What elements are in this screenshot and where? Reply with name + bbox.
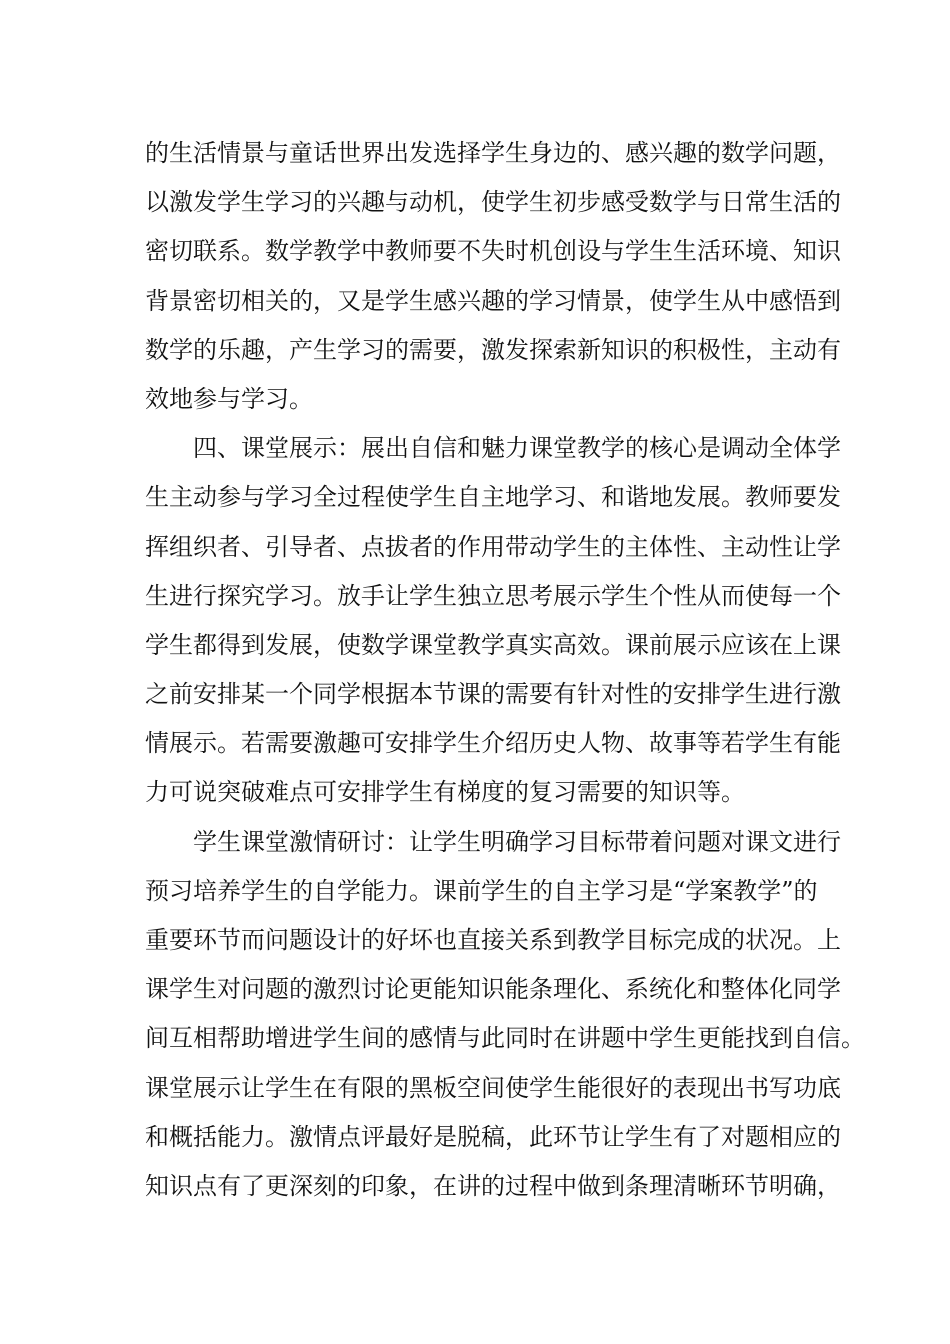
text-line: 知识点有了更深刻的印象，在讲的过程中做到条理清晰环节明确， — [145, 1171, 841, 1200]
text-line: 生进行探究学习。放手让学生独立思考展示学生个性从而使每一个 — [145, 581, 841, 610]
text-line: 背景密切相关的，又是学生感兴趣的学习情景，使学生从中感悟到 — [145, 286, 841, 315]
text-line: 挥组织者、引导者、点拔者的作用带动学生的主体性、主动性让学 — [145, 532, 841, 561]
text-line: 重要环节而问题设计的好坏也直接关系到教学目标完成的状况。上 — [145, 926, 841, 954]
text-line: 效地参与学习。 — [145, 384, 313, 413]
paragraph-start-line: 学生课堂激情研讨：让学生明确学习目标带着问题对课文进行 — [193, 827, 841, 856]
body-text — [145, 129, 865, 1211]
text-line: 和概括能力。激情点评最好是脱稿，此环节让学生有了对题相应的 — [145, 1122, 841, 1151]
text-line: 密切联系。数学教学中教师要不失时机创设与学生生活环境、知识 — [145, 237, 841, 266]
text-line: 情展示。若需要激趣可安排学生介绍历史人物、故事等若学生有能 — [145, 729, 841, 758]
text-line: 课学生对问题的激烈讨论更能知识能条理化、系统化和整体化同学 — [145, 975, 841, 1004]
text-line: 学生都得到发展，使数学课堂教学真实高效。课前展示应该在上课 — [145, 630, 841, 659]
paragraph-start-line: 四、课堂展示：展出自信和魅力课堂教学的核心是调动全体学 — [193, 434, 841, 463]
text-line: 生主动参与学习全过程使学生自主地学习、和谐地发展。教师要发 — [145, 483, 841, 512]
text-line: 以激发学生学习的兴趣与动机，使学生初步感受数学与日常生活的 — [145, 188, 841, 217]
text-line: 的生活情景与童话世界出发选择学生身边的、感兴趣的数学问题， — [145, 139, 841, 167]
text-line: 课堂展示让学生在有限的黑板空间使学生能很好的表现出书写功底 — [145, 1073, 841, 1102]
text-line: 之前安排某一个同学根据本节课的需要有针对性的安排学生进行激 — [145, 680, 841, 709]
text-line: 预习培养学生的自学能力。课前学生的自主学习是“学案教学”的 — [145, 876, 818, 905]
text-line: 间互相帮助增进学生间的感情与此同时在讲题中学生更能找到自信。 — [145, 1024, 865, 1053]
text-line: 数学的乐趣，产生学习的需要，激发探索新知识的积极性，主动有 — [145, 335, 841, 364]
text-line: 力可说突破难点可安排学生有梯度的复习需要的知识等。 — [145, 778, 745, 807]
